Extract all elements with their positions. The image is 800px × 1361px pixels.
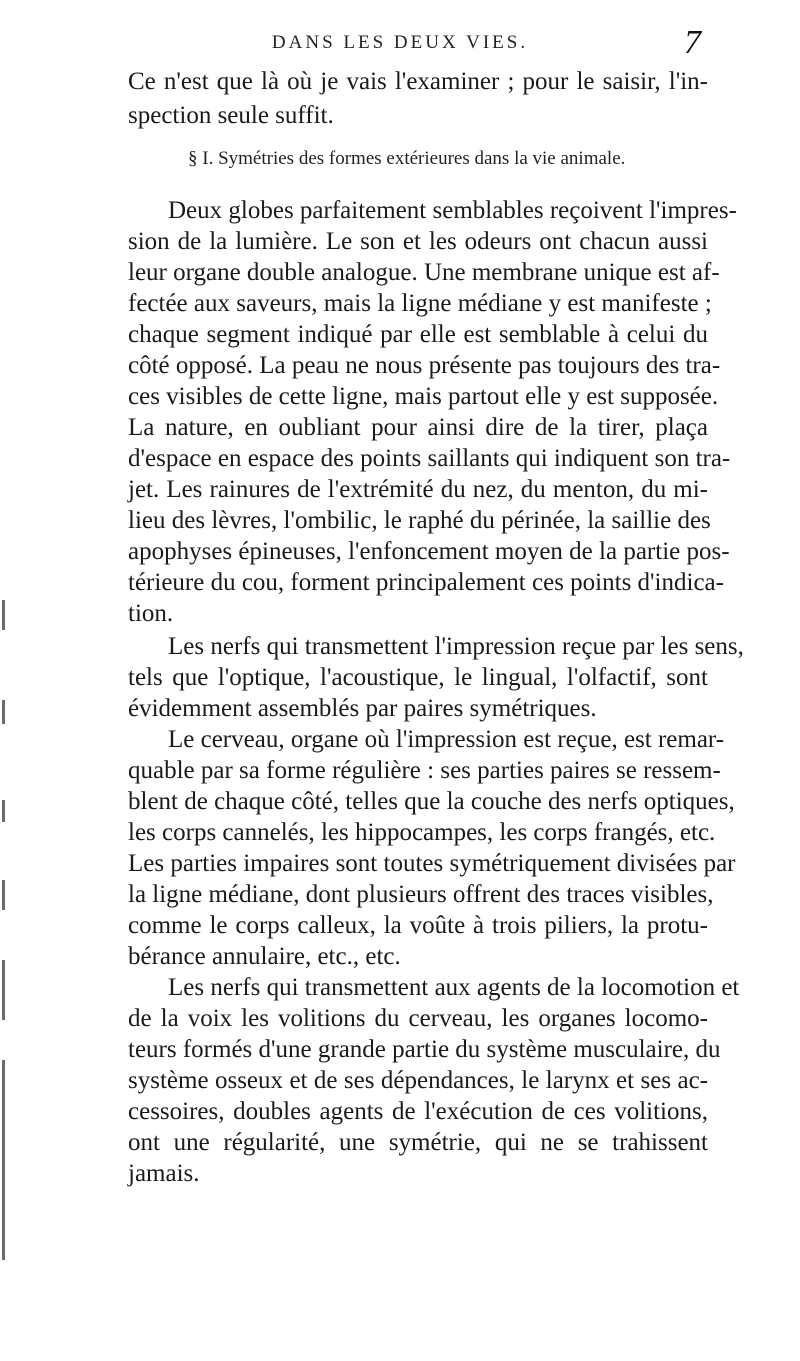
binding-edge-mark <box>2 600 5 630</box>
text-line: tion. <box>128 600 174 627</box>
text-line: ont une régularité, une symétrie, qui ne se trahissent <box>128 1129 708 1156</box>
text-line: jamais. <box>128 1160 200 1187</box>
text-line: quable par sa forme régulière : ses parties paires se ressem- <box>128 757 721 784</box>
text-line: Les parties impaires sont toutes symétriquement divisées par <box>128 850 736 877</box>
binding-edge-mark <box>2 1060 5 1260</box>
text-line: côté opposé. La peau ne nous présente pas toujours des tra- <box>128 352 721 379</box>
text-line: leur organe double analogue. Une membrane unique est af- <box>128 259 720 286</box>
text-line: Ce n'est que là où je vais l'examiner ; pour le saisir, l'in- <box>128 68 708 95</box>
text-line: fectée aux saveurs, mais la ligne médiane y est manifeste ; <box>128 290 712 317</box>
text-line: Les nerfs qui transmettent l'impression reçue par les sens, <box>168 633 744 660</box>
text-line: les corps cannelés, les hippocampes, les corps frangés, etc. <box>128 819 716 846</box>
text-line: la ligne médiane, dont plusieurs offrent des traces visibles, <box>128 881 714 908</box>
text-line: Les nerfs qui transmettent aux agents de la locomotion et <box>168 974 740 1001</box>
text-line: chaque segment indiqué par elle est semblable à celui du <box>128 321 708 348</box>
running-title: DANS LES DEUX VIES. <box>271 32 529 53</box>
text-line: comme le corps calleux, la voûte à trois piliers, la protu- <box>128 912 708 939</box>
binding-edge-mark <box>2 700 5 724</box>
text-line: tels que l'optique, l'acoustique, le lingual, l'olfactif, sont <box>128 664 708 691</box>
text-line: évidemment assemblés par paires symétriques. <box>128 695 597 722</box>
text-line: cessoires, doubles agents de l'exécution de ces volitions, <box>128 1098 708 1125</box>
text-line: Le cerveau, organe où l'impression est reçue, est remar- <box>168 726 725 753</box>
text-line: apophyses épineuses, l'enfoncement moyen de la partie pos- <box>128 538 730 565</box>
text-line: ces visibles de cette ligne, mais partout elle y est supposée. <box>128 383 719 410</box>
text-line: térieure du cou, forment principalement ces points d'indica- <box>128 569 724 596</box>
text-line: lieu des lèvres, l'ombilic, le raphé du périnée, la saillie des <box>128 507 711 534</box>
text-line: blent de chaque côté, telles que la couche des nerfs optiques, <box>128 788 735 815</box>
text-line: d'espace en espace des points saillants qui indiquent son tra- <box>128 445 731 472</box>
text-line: Deux globes parfaitement semblables reçoivent l'impres- <box>168 197 737 224</box>
binding-edge-mark <box>2 800 5 822</box>
binding-edge-mark <box>2 960 5 1020</box>
text-line: spection seule suffit. <box>128 102 334 129</box>
text-line: de la voix les volitions du cerveau, les organes locomo- <box>128 1005 708 1032</box>
text-line: sion de la lumière. Le son et les odeurs ont chacun aussi <box>128 228 708 255</box>
text-line: La nature, en oubliant pour ainsi dire de la tirer, plaça <box>128 414 708 441</box>
text-line: jet. Les rainures de l'extrémité du nez, du menton, du mi- <box>128 476 708 503</box>
section-heading: § I. Symétries des formes extérieures dans la vie animale. <box>188 148 626 169</box>
text-line: bérance annulaire, etc., etc. <box>128 943 401 970</box>
binding-edge-mark <box>2 880 5 910</box>
text-line: teurs formés d'une grande partie du système musculaire, du <box>128 1036 721 1063</box>
text-line: système osseux et de ses dépendances, le larynx et ses ac- <box>128 1067 708 1094</box>
page-number: 7 <box>684 24 701 61</box>
